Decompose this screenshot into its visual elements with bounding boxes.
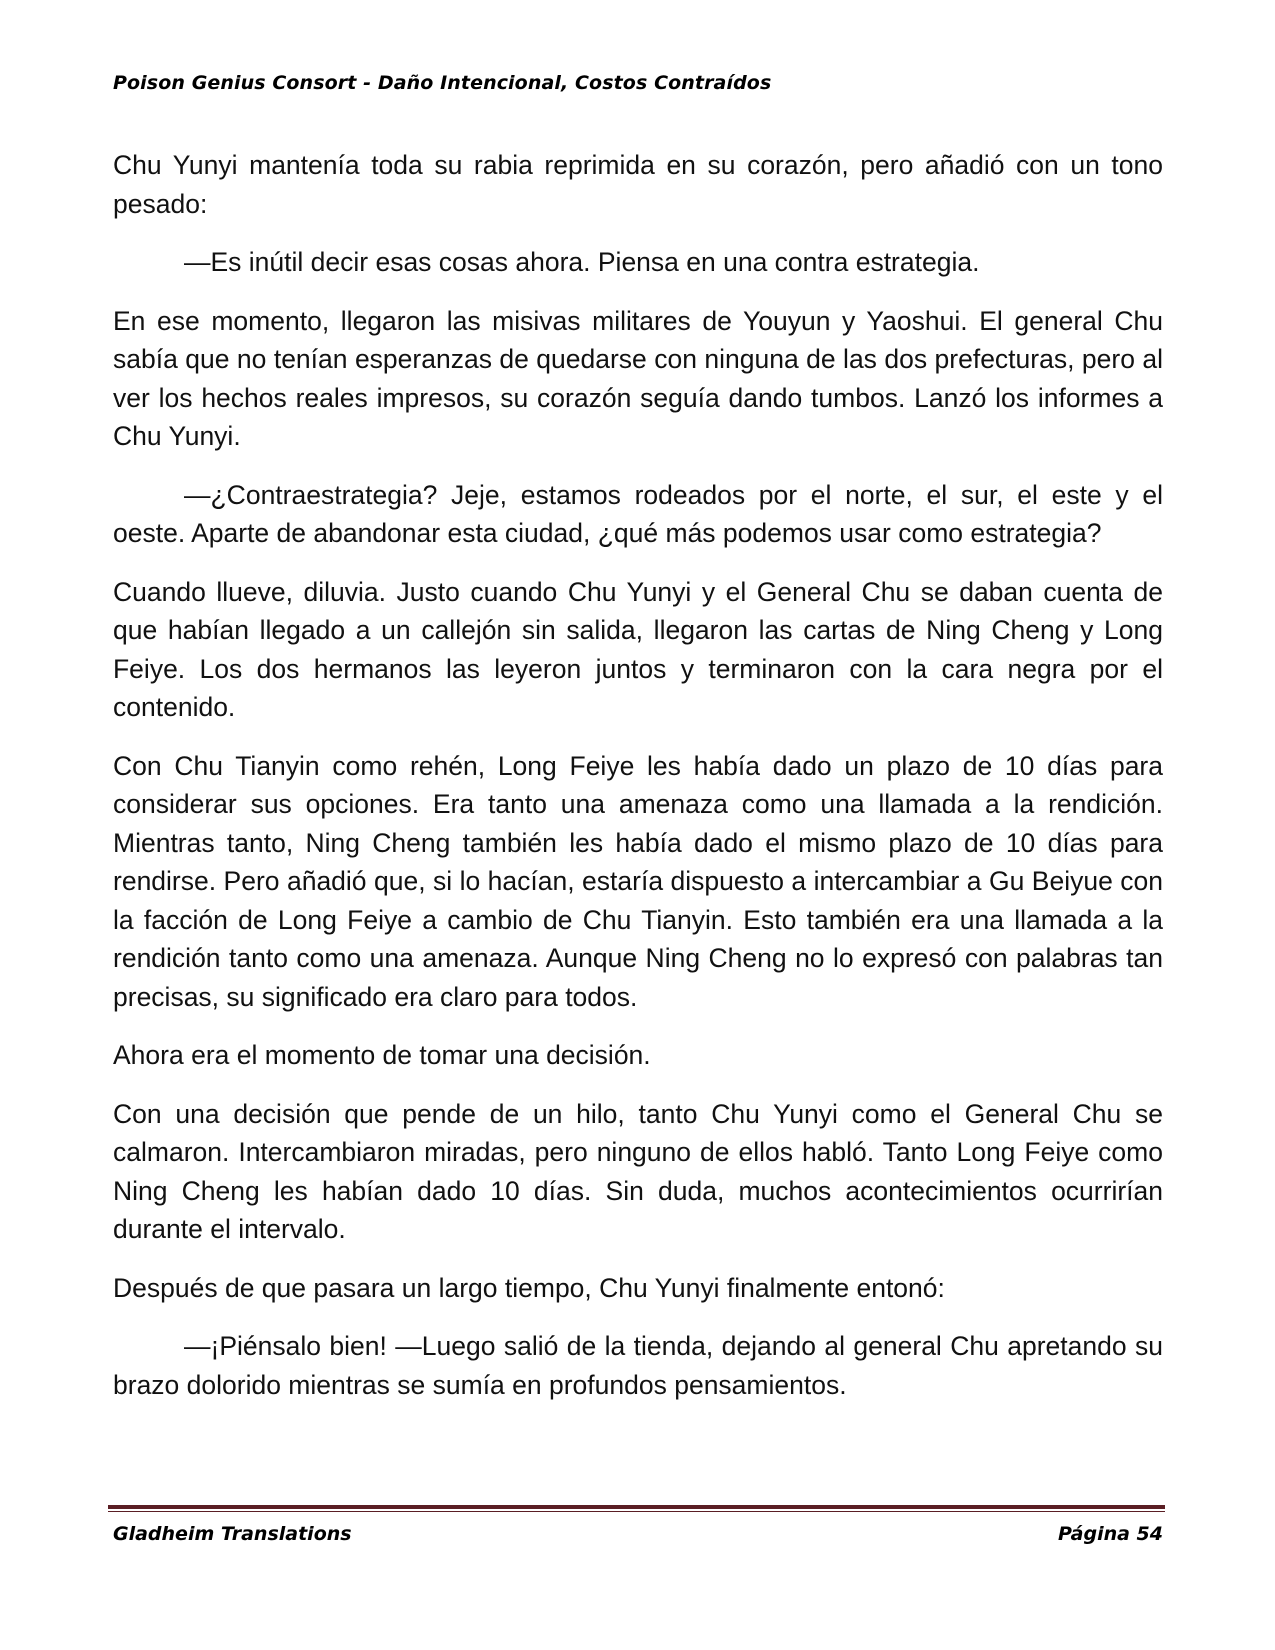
paragraph: Con Chu Tianyin como rehén, Long Feiye les había dado un plazo de 10 días para considerar sus opciones. Era tanto una amenaza como una llamada a la rendición. Mientras tanto, Ning Cheng también les había dado el mismo plazo de 10 días para rendirse. Pero añadió que, si lo hacían, estaría dispuesto a intercambiar a Gu Beiyue con la facción de Long Feiye a cambio de Chu Tianyin. Esto también era una llamada a la rendición tanto como una amenaza. Aunque Ning Cheng no lo expresó con palabras tan precisas, su significado era claro para todos. bbox=[113, 750, 1163, 1012]
dialog-paragraph: —¿Contraestrategia? Jeje, estamos rodeados por el norte, el sur, el este y el oeste. Aparte de abandonar esta ciudad, ¿qué más podemos usar como estrategia? bbox=[113, 479, 1163, 548]
paragraph: En ese momento, llegaron las misivas militares de Youyun y Yaoshui. El general Chu sabía que no tenían esperanzas de quedarse con ninguna de las dos prefecturas, pero al ver los hechos reales impresos, su corazón seguía dando tumbos. Lanzó los informes a Chu Yunyi. bbox=[113, 305, 1163, 451]
body-text bbox=[113, 146, 1163, 1424]
footer-rule-thin bbox=[108, 1511, 1165, 1512]
paragraph: Cuando llueve, diluvia. Justo cuando Chu Yunyi y el General Chu se daban cuenta de que habían llegado a un callejón sin salida, llegaron las cartas de Ning Cheng y Long Feiye. Los dos hermanos las leyeron juntos y terminaron con la cara negra por el contenido. bbox=[113, 576, 1163, 722]
dialog-paragraph: —¡Piénsalo bien! —Luego salió de la tienda, dejando al general Chu apretando su brazo dolorido mientras se sumía en profundos pensamientos. bbox=[113, 1331, 1163, 1400]
paragraph: Con una decisión que pende de un hilo, tanto Chu Yunyi como el General Chu se calmaron. Intercambiaron miradas, pero ninguno de ellos habló. Tanto Long Feiye como Ning Cheng les habían dado 10 días. Sin duda, muchos acontecimientos ocurrirían durante el intervalo. bbox=[113, 1098, 1163, 1244]
dialog-paragraph: —Es inútil decir esas cosas ahora. Piensa en una contra estrategia. bbox=[184, 247, 980, 277]
page-number: Página 54 bbox=[1057, 1523, 1163, 1545]
paragraph: Ahora era el momento de tomar una decisión. bbox=[113, 1040, 651, 1070]
paragraph: Después de que pasara un largo tiempo, Chu Yunyi finalmente entonó: bbox=[113, 1272, 945, 1303]
running-header: Poison Genius Consort - Daño Intencional, Costos Contraídos bbox=[113, 72, 772, 94]
paragraph: Chu Yunyi mantenía toda su rabia reprimida en su corazón, pero añadió con un tono pesado: bbox=[113, 150, 1163, 219]
footer-credit: Gladheim Translations bbox=[113, 1523, 352, 1545]
footer-rule bbox=[108, 1505, 1165, 1509]
